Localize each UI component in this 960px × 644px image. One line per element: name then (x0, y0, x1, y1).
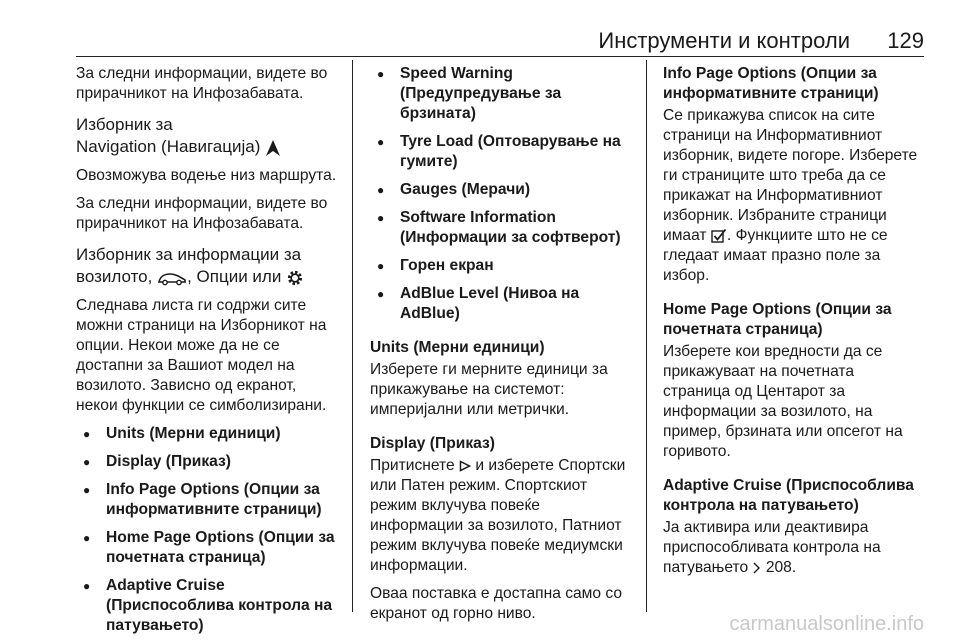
car-icon (157, 270, 187, 286)
options-list-continued (370, 64, 636, 324)
paragraph: За следни информации, видете во прирачникот на Инфозабавата. (76, 195, 328, 232)
list-item: ● Units (Мерни единици) (76, 424, 338, 444)
display-heading: Display (Приказ) (370, 435, 495, 452)
paragraph: Следнава листа ги содржи сите можни страници на Изборникот на опции. Некои може да не се достапни за Вашиот модел на возилото. Зависно од екранот, некои функции се симболизирани. (76, 297, 327, 414)
list-item: ● Gauges (Мерачи) (370, 180, 636, 200)
list-item: ● Home Page Options (Опции за почетната страница) (76, 528, 338, 568)
navigation-arrow-icon (265, 139, 281, 157)
paragraph: Ја активира или деактивира приспособливата контрола на патувањето 208. (663, 519, 881, 576)
column-divider-2 (646, 60, 647, 612)
page-header (0, 0, 960, 60)
home-page-options-heading: Home Page Options (Опции за почетната страница) (663, 301, 892, 338)
watermark: carmanualsonline.info (729, 613, 924, 635)
list-item: ● AdBlue Level (Нивоа на AdBlue) (370, 284, 636, 324)
list-item: ● Speed Warning (Предупредување за брзината) (370, 64, 636, 124)
middle-column (370, 64, 636, 632)
paragraph: За следни информации, видете во прирачникот на Инфозабавата. (76, 65, 328, 102)
navigation-heading: Изборник за Navigation (Навигација) (76, 114, 338, 158)
header-rule (76, 56, 924, 57)
column-divider-1 (352, 60, 353, 612)
paragraph: Притиснете и изберете Спортски или Патен режим. Спортскиот режим вклучува повеќе информации за возилото, Патниот режим вклучува повеќе медиумски информации. (370, 457, 626, 574)
paragraph: Оваа поставка е достапна само со екранот од горно ниво. (370, 585, 623, 622)
paragraph: Изберете кои вредности да се прикажуваат на почетната страница од Центарот за информации за возилото, на пример, брзината или опсегот на горивото. (663, 343, 903, 460)
paragraph: Овозможува водење низ маршрута. (76, 167, 337, 184)
paragraph: Изберете ги мерните единици за прикажување на системот: империјални или метрички. (370, 361, 608, 418)
checked-box-icon (711, 228, 727, 244)
page-title: Инструменти и контроли (598, 28, 850, 53)
list-item: ● Adaptive Cruise (Приспособлива контрола на патувањето) (76, 576, 338, 636)
right-column (663, 64, 925, 586)
list-item: ● Info Page Options (Опции за информативните страници) (76, 480, 338, 520)
paragraph: Се прикажува список на сите страници на Информативниот изборник, видете погоре. Изберете ги страниците што треба да се прикажат на Информативниот изборник. Избраните страници имаат . Функциите што не се гледаат имаат празно поле за избор. (663, 107, 918, 284)
page-reference-icon (752, 562, 761, 574)
adaptive-cruise-heading: Adaptive Cruise (Приспособлива контрола на патувањето) (663, 477, 914, 514)
options-list (76, 424, 338, 636)
play-triangle-icon (459, 460, 471, 472)
gear-icon (286, 269, 304, 287)
left-column (76, 64, 338, 644)
page-number: 129 (887, 28, 924, 53)
units-heading: Units (Мерни единици) (370, 339, 545, 356)
list-item: ● Software Information (Информации за софтверот) (370, 208, 636, 248)
list-item: ● Tyre Load (Оптоварување на гумите) (370, 132, 636, 172)
list-item: ● Display (Приказ) (76, 452, 338, 472)
vehicle-info-heading: Изборник за информации за возилото, , Опции или (76, 244, 338, 288)
info-page-options-heading: Info Page Options (Опции за информативните страници) (663, 65, 879, 102)
list-item: ● Горен екран (370, 256, 636, 276)
